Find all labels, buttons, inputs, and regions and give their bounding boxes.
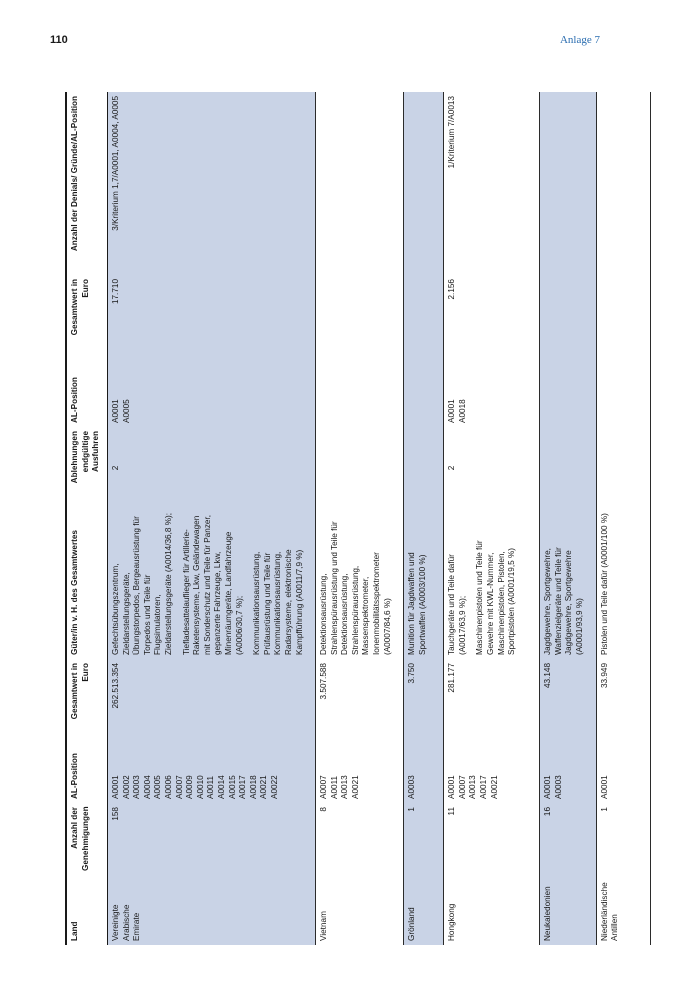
cell-ablehnungen — [404, 427, 444, 509]
country-name: Vereinigte Arabische Emirate — [111, 904, 142, 941]
table-row — [540, 92, 596, 945]
cell-anzahl — [444, 803, 540, 875]
goods-description: Detektionsausrüstung, Strahlenspürausrüstung und Teile für Detektionsausrüstung, Strahlenspürausrüstung, Massenspektrometer, Ionenmobilitätsspektrometer (A0007/84,6 %) — [319, 521, 392, 655]
table-row — [404, 92, 444, 945]
denial-total-value: 2.156 — [447, 279, 457, 300]
cell-gesamtwert-abl — [596, 275, 650, 345]
al-position-code: A0022 — [269, 775, 279, 799]
cell-al-position — [108, 729, 316, 803]
cell-ablehnungen — [596, 427, 650, 509]
denial-reasons: 1/Kriterium 7/A0013 — [447, 96, 457, 169]
cell-gesamtwert — [596, 659, 650, 729]
approval-count: 158 — [111, 807, 120, 821]
total-value: 281.177 — [447, 663, 457, 693]
cell-al-position — [316, 729, 404, 803]
cell-al-position-abl — [444, 345, 540, 427]
cell-denials — [108, 92, 316, 275]
total-value: 33.949 — [599, 663, 609, 689]
cell-land — [596, 875, 650, 945]
cell-gesamtwert-abl — [404, 275, 444, 345]
al-position-code: A0001 — [447, 775, 457, 799]
table-body — [108, 92, 651, 945]
cell-gueter — [596, 509, 650, 659]
table-row — [444, 92, 540, 945]
total-value: 3.750 — [407, 663, 417, 684]
cell-denials — [444, 92, 540, 275]
goods-description: Tiefladesattelauflieger für Artilleriе-Raketensysteme, Lkw, Geländewagen mit Sonderschutz und Teile für Panzer, gepanzerte Fahrzeuge, Lkw, Minenräumgeräte, Landfahrzeuge (A0006/30,7 %); — [181, 514, 244, 655]
col-header-gueter: Güter/in v. H. des Gesamtwertes — [66, 509, 108, 659]
cell-al-position-abl — [404, 345, 444, 427]
cell-gesamtwert — [404, 659, 444, 729]
al-position-code: A0003 — [553, 775, 563, 799]
country-name: Grönland — [407, 907, 417, 941]
al-position-code: A0017 — [479, 775, 489, 799]
col-header-gesamtwert: Gesamtwert in Euro — [66, 659, 108, 729]
denial-al-position-code: A0001 — [111, 399, 120, 423]
cell-denials — [596, 92, 650, 275]
goods-description: Pistolen und Teile dafür (A0001/100 %) — [599, 513, 609, 655]
approval-count: 11 — [447, 807, 457, 816]
cell-denials — [404, 92, 444, 275]
denial-al-position-code: A0018 — [457, 399, 467, 423]
col-header-al-position: AL-Position — [66, 729, 108, 803]
cell-al-position — [596, 729, 650, 803]
cell-al-position-abl — [108, 345, 316, 427]
al-position-code: A0013 — [340, 775, 350, 799]
cell-gesamtwert-abl — [444, 275, 540, 345]
col-header-anzahl: Anzahl der Genehmigungen — [66, 803, 108, 875]
col-header-ablehnungen: Ablehnungen endgültige Ausfuhren — [66, 427, 108, 509]
cell-gesamtwert — [444, 659, 540, 729]
cell-land — [540, 875, 596, 945]
cell-anzahl — [540, 803, 596, 875]
country-name: Neukaledonien — [543, 886, 553, 941]
cell-gueter — [540, 509, 596, 659]
cell-anzahl — [316, 803, 404, 875]
al-position-code: A0021 — [259, 775, 269, 799]
cell-ablehnungen — [540, 427, 596, 509]
al-position-code: A0007 — [174, 775, 184, 799]
cell-land — [316, 875, 404, 945]
cell-gueter — [404, 509, 444, 659]
al-position-code: A0011 — [329, 775, 339, 799]
goods-description: Tauchgeräte und Teile dafür (A0017/63,9 %); — [447, 554, 467, 655]
table-row — [108, 92, 316, 945]
goods-description: Maschinenpistolen und Teile für Gewehre mit KWL-Nummer, Maschinenpistolen, Pistolen, Sportpistolen (A0001/19,5 %) — [475, 540, 517, 655]
cell-gesamtwert — [316, 659, 404, 729]
al-position-code: A0006 — [163, 775, 173, 799]
denial-count: 2 — [111, 465, 120, 471]
col-header-land: Land — [66, 875, 108, 945]
cell-ablehnungen — [316, 427, 404, 509]
approval-count: 1 — [599, 807, 609, 812]
goods-description: Munition für Jagdwaffen und Sportwaffen (A0003/100 %) — [407, 552, 427, 655]
al-position-code: A0001 — [599, 775, 609, 799]
al-position-code: A0021 — [489, 775, 499, 799]
goods-description: Gefechtsübungszentrum, Zieldarstellungsgeräte, Übungstorpedos, Bergeausrüstung für Torpedos und Teile für Flugsimulatoren, Zieldarstellungsgeräte (A0014/36,8 %); — [111, 513, 173, 655]
al-position-code: A0017 — [238, 775, 248, 799]
table-row — [596, 92, 650, 945]
cell-al-position — [404, 729, 444, 803]
cell-gueter — [108, 509, 316, 659]
al-position-code: A0003 — [132, 775, 142, 799]
cell-gesamtwert-abl — [540, 275, 596, 345]
table-header-row — [66, 92, 108, 945]
cell-gesamtwert — [540, 659, 596, 729]
cell-ablehnungen — [444, 427, 540, 509]
approval-count: 8 — [319, 807, 329, 812]
al-position-code: A0013 — [468, 775, 478, 799]
al-position-code: A0015 — [227, 775, 237, 799]
cell-al-position-abl — [540, 345, 596, 427]
al-position-code: A0010 — [195, 775, 205, 799]
cell-gesamtwert-abl — [108, 275, 316, 345]
cell-al-position — [540, 729, 596, 803]
denial-al-position-code: A0001 — [447, 399, 457, 423]
al-position-code: A0014 — [216, 775, 226, 799]
cell-al-position-abl — [316, 345, 404, 427]
cell-land — [404, 875, 444, 945]
al-position-code: A0001 — [111, 775, 120, 799]
al-position-code: A0005 — [153, 775, 163, 799]
al-position-code: A0021 — [350, 775, 360, 799]
country-name: Niederländische Antillen — [599, 882, 620, 941]
al-position-code: A0009 — [185, 775, 195, 799]
cell-al-position — [444, 729, 540, 803]
cell-ablehnungen — [108, 427, 316, 509]
country-name: Hongkong — [447, 903, 457, 941]
approval-count: 16 — [543, 807, 553, 817]
total-value: 262.513.354 — [111, 663, 120, 709]
appendix-label: Anlage 7 — [559, 34, 600, 46]
export-table — [65, 92, 651, 945]
al-position-code: A0007 — [319, 775, 329, 799]
cell-gueter — [316, 509, 404, 659]
cell-denials — [316, 92, 404, 275]
approval-count: 1 — [407, 807, 417, 812]
goods-description: Jagdgewehre, Sportgewehre, Waffenzielgeräte und Teile für Jagdgewehre, Sportgewehre (A0001/93,9 %) — [543, 547, 585, 655]
denial-count: 2 — [447, 465, 457, 471]
total-value: 3.507.588 — [319, 663, 329, 700]
goods-description: Kommunikationsausrüstung, Prüfausrüstung und Teile für Kommunikationsausrüstung, Radarsysteme, elektronische Kampfführung (A0011/7,9 %) — [252, 549, 304, 655]
cell-gesamtwert — [108, 659, 316, 729]
page-number: 110 — [50, 34, 68, 46]
export-table-rotated — [65, 92, 620, 945]
cell-land — [444, 875, 540, 945]
cell-land — [108, 875, 316, 945]
denial-reasons: 3/Kriterium 1,7/A0001, A0004, A0005 — [111, 96, 120, 231]
cell-gueter — [444, 509, 540, 659]
denial-total-value: 17.710 — [111, 279, 120, 305]
table-row — [316, 92, 404, 945]
al-position-code: A0018 — [248, 775, 258, 799]
col-header-gesamtwert-abl: Gesamtwert in Euro — [66, 275, 108, 345]
al-position-code: A0002 — [121, 775, 131, 799]
cell-al-position-abl — [596, 345, 650, 427]
al-position-code: A0007 — [457, 775, 467, 799]
col-header-denials: Anzahl der Denials/ Gründe/AL-Position — [66, 92, 108, 275]
col-header-al-position-abl: AL-Position — [66, 345, 108, 427]
denial-al-position-code: A0005 — [121, 399, 131, 423]
cell-anzahl — [404, 803, 444, 875]
al-position-code: A0011 — [206, 775, 216, 799]
al-position-code: A0001 — [543, 775, 553, 799]
al-position-code: A0003 — [407, 775, 417, 799]
country-name: Vietnam — [319, 911, 329, 941]
cell-denials — [540, 92, 596, 275]
total-value: 43.148 — [543, 663, 553, 689]
cell-gesamtwert-abl — [316, 275, 404, 345]
cell-anzahl — [108, 803, 316, 875]
al-position-code: A0004 — [142, 775, 152, 799]
cell-anzahl — [596, 803, 650, 875]
